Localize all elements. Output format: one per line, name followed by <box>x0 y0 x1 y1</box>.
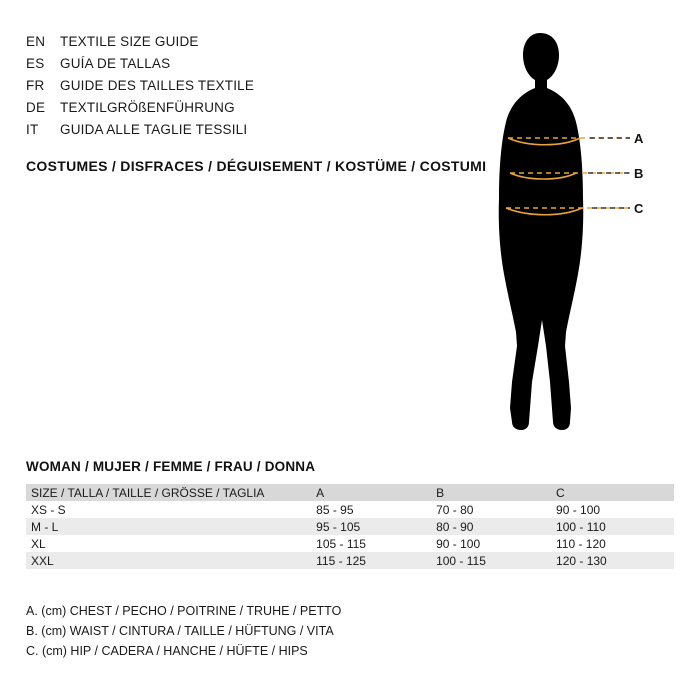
language-row <box>26 100 466 122</box>
table-row <box>26 535 674 552</box>
language-list <box>26 34 466 144</box>
table-cell-a: 105 - 115 <box>316 536 366 551</box>
language-label: GUÍA DE TALLAS <box>60 56 171 71</box>
language-row <box>26 78 466 100</box>
table-cell-c: 120 - 130 <box>556 553 607 568</box>
measure-label-group <box>470 30 670 435</box>
language-code: ES <box>26 56 45 71</box>
costumes-subtitle: COSTUMES / DISFRACES / DÉGUISEMENT / KOSTÜME / COSTUMI <box>26 158 487 174</box>
table-cell-a: 85 - 95 <box>316 502 354 517</box>
female-figure <box>470 30 670 435</box>
measure-label-c: C <box>634 201 644 216</box>
language-row <box>26 56 466 78</box>
language-code: EN <box>26 34 46 49</box>
language-code: IT <box>26 122 39 137</box>
language-code: FR <box>26 78 45 93</box>
note-chest: A. (cm) CHEST / PECHO / POITRINE / TRUHE / PETTO <box>26 604 342 618</box>
table-row <box>26 501 674 518</box>
note-waist: B. (cm) WAIST / CINTURA / TAILLE / HÜFTUNG / VITA <box>26 624 334 638</box>
language-label: GUIDE DES TAILLES TEXTILE <box>60 78 255 93</box>
table-header-row <box>26 484 674 501</box>
language-code: DE <box>26 100 46 115</box>
measurement-notes <box>26 601 341 661</box>
table-cell-a: 95 - 105 <box>316 519 361 534</box>
table-cell-size: XL <box>31 536 46 551</box>
measure-label-a: A <box>634 131 644 146</box>
table-cell-size: M - L <box>31 519 59 534</box>
language-row <box>26 34 466 56</box>
language-label: TEXTILGRÖßENFÜHRUNG <box>60 100 235 115</box>
language-label: GUIDA ALLE TAGLIE TESSILI <box>60 122 248 137</box>
language-label: TEXTILE SIZE GUIDE <box>60 34 199 49</box>
table-header-size: SIZE / TALLA / TAILLE / GRÖSSE / TAGLIA <box>31 485 265 500</box>
language-row <box>26 122 466 144</box>
table-cell-size: XS - S <box>31 502 66 517</box>
note-hip: C. (cm) HIP / CADERA / HANCHE / HÜFTE / HIPS <box>26 644 308 658</box>
table-row <box>26 552 674 569</box>
table-cell-c: 110 - 120 <box>556 536 606 551</box>
table-cell-b: 90 - 100 <box>436 536 481 551</box>
table-row <box>26 518 674 535</box>
table-header-b: B <box>436 485 445 500</box>
table-cell-b: 70 - 80 <box>436 502 474 517</box>
table-cell-b: 100 - 115 <box>436 553 486 568</box>
table-cell-a: 115 - 125 <box>316 553 366 568</box>
table-header-a: A <box>316 485 325 500</box>
table-cell-c: 90 - 100 <box>556 502 601 517</box>
table-cell-size: XXL <box>31 553 54 568</box>
table-cell-c: 100 - 110 <box>556 519 606 534</box>
table-cell-b: 80 - 90 <box>436 519 474 534</box>
size-table <box>26 484 674 569</box>
woman-section-title: WOMAN / MUJER / FEMME / FRAU / DONNA <box>26 459 316 474</box>
measure-label-b: B <box>634 166 644 181</box>
table-header-c: C <box>556 485 565 500</box>
